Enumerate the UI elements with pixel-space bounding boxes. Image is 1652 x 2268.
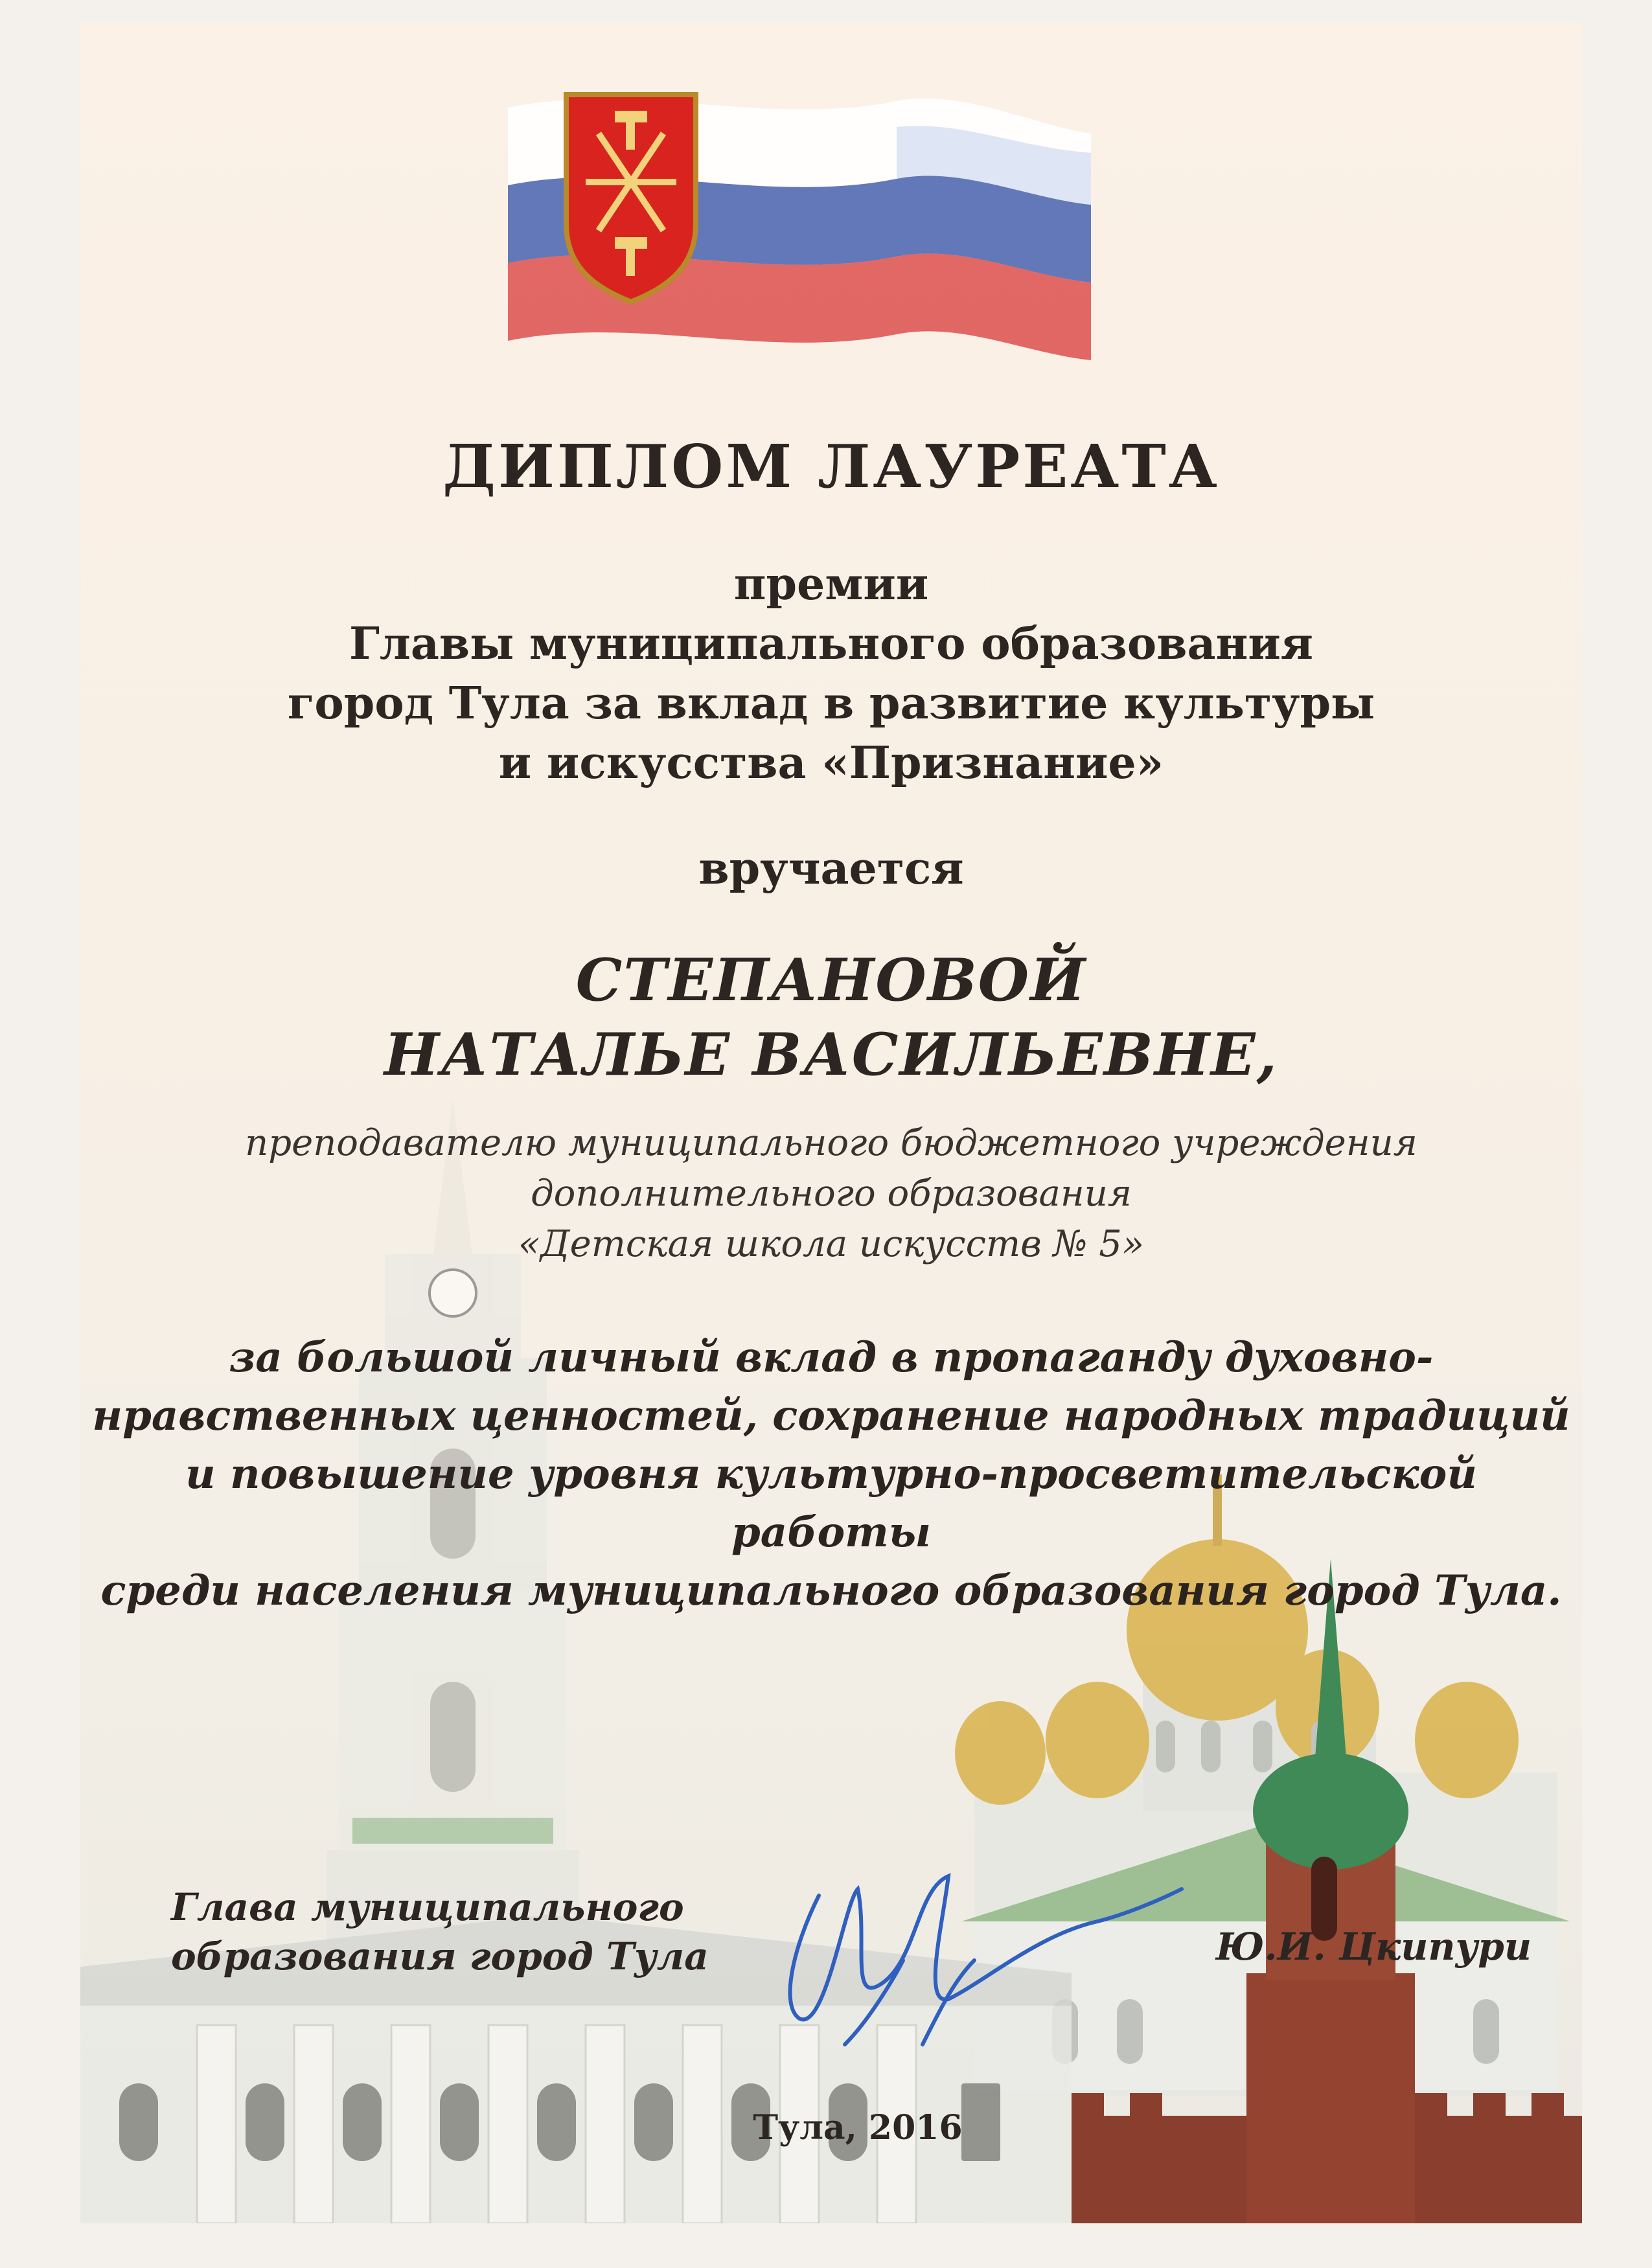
award-line: город Тула за вклад в развитие культуры <box>287 678 1375 729</box>
position-line: «Детская школа искусств № 5» <box>518 1223 1145 1265</box>
award-line: Главы муниципального образования <box>349 618 1314 670</box>
tula-emblem-icon <box>566 95 696 302</box>
signatory-title-line: Глава муниципального <box>171 1885 684 1929</box>
diploma-title: ДИПЛОМ ЛАУРЕАТА <box>442 431 1220 501</box>
merit-line: нравственных ценностей, сохранение народных традиций <box>92 1392 1570 1440</box>
given-text: вручается <box>698 843 964 895</box>
diploma-sheet <box>80 23 1582 2223</box>
award-description <box>80 555 1582 793</box>
recipient-surname: СТЕПАНОВОЙ <box>575 946 1087 1014</box>
merit-line: за большой личный вклад в пропаганду духовно- <box>229 1333 1434 1382</box>
position-line: дополнительного образования <box>531 1173 1132 1215</box>
recipient-position <box>80 1118 1582 1270</box>
merit-line: среди населения муниципального образования город Тула. <box>100 1566 1562 1615</box>
recipient-given-name: НАТАЛЬЕ ВАСИЛЬЕВНЕ, <box>384 1020 1278 1089</box>
signatory-name: Ю.И. Цкипури <box>1215 1925 1532 1969</box>
award-line: и искусства «Признание» <box>498 737 1164 789</box>
recipient-name <box>80 943 1582 1092</box>
merit-line: и повышение уровня культурно-просветительской работы <box>185 1450 1477 1557</box>
position-line: преподавателю муниципального бюджетного учреждения <box>245 1122 1417 1164</box>
signatory-title <box>171 1883 767 1981</box>
signatory-title-line: образования город Тула <box>171 1934 709 1978</box>
place-date: Тула, 2016 <box>753 2108 963 2148</box>
merit-statement <box>80 1329 1582 1620</box>
award-line: премии <box>733 558 929 610</box>
